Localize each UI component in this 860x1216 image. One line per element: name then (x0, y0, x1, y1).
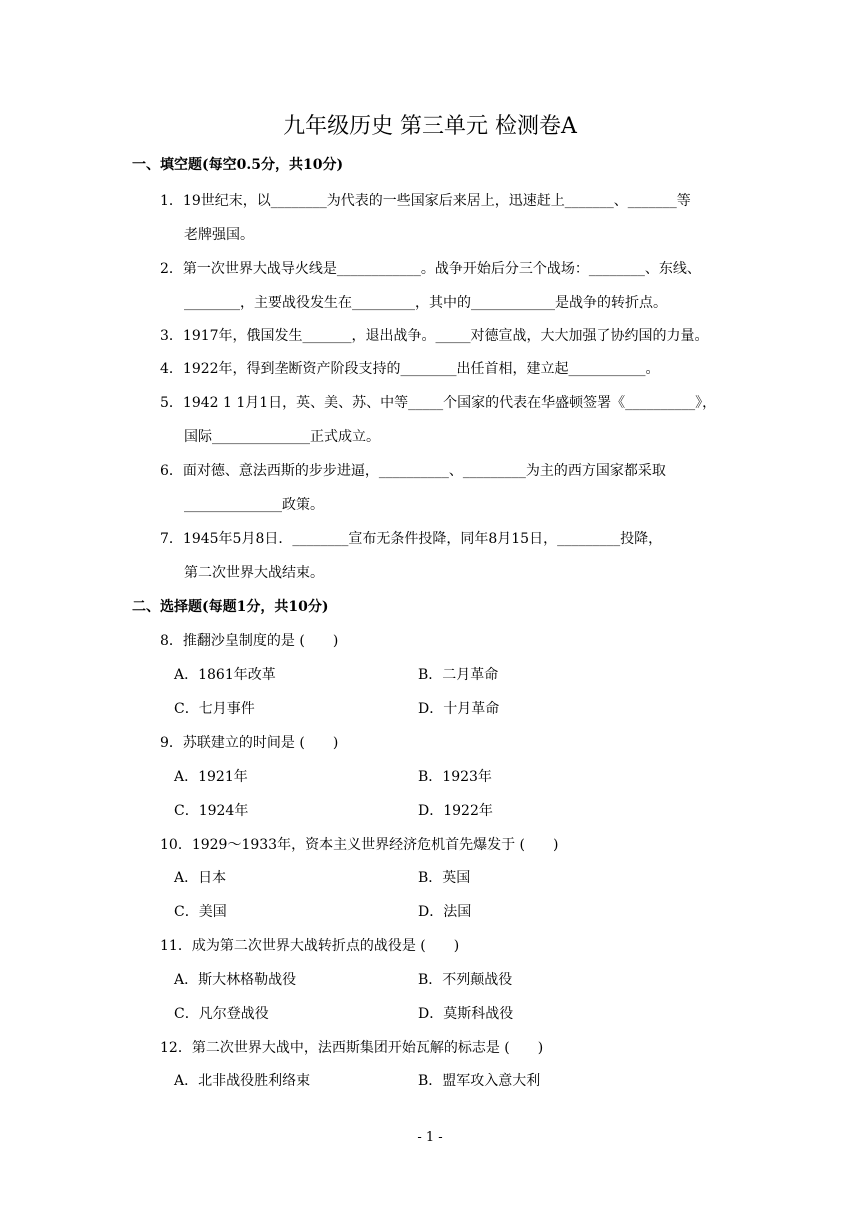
page-number: - 1 - (417, 1130, 443, 1145)
question-1-line-2: 老牌强国。 (184, 227, 254, 243)
question-10-stem: 10．1929～1933年，资本主义世界经济危机首先爆发于 ( ) (160, 837, 559, 853)
question-7-line-1: 7．1945年5月8日．________宣布无条件投降，同年8月15日，_________投降， (160, 531, 663, 547)
question-12-option-a: A．北非战役胜利络束 (174, 1073, 311, 1089)
question-2-line-1: 2．第一次世界大战导火线是____________。战争开始后分三个战场：________、东线、 (160, 261, 701, 277)
question-8-option-b: B．二月革命 (418, 667, 499, 683)
question-10-option-b: B．英国 (418, 870, 471, 886)
question-9-option-d: D．1922年 (418, 803, 493, 819)
question-10-option-d: D．法国 (418, 904, 472, 920)
question-11-option-b: B．不列颠战役 (418, 972, 513, 988)
question-11-option-a: A．斯大林格勒战役 (174, 972, 297, 988)
question-5-line-1: 5．1942 1 1月1日，英、美、苏、中等_____个国家的代表在华盛顿签署《__________》， (160, 395, 717, 411)
question-11-stem: 11．成为第二次世界大战转折点的战役是 ( ) (160, 938, 460, 954)
question-7-line-2: 第二次世界大战结束。 (184, 565, 324, 581)
question-8-option-c: C．七月事件 (174, 701, 255, 717)
section-heading-multiple-choice: 二、选择题(每题1分，共10分) (132, 599, 329, 615)
page-title: 九年级历史 第三单元 检测卷A (283, 114, 577, 139)
question-6-line-1: 6．面对德、意法西斯的步步进逼，__________、_________为主的西方国家都采取 (160, 463, 666, 479)
question-8-stem: 8．推翻沙皇制度的是 ( ) (160, 633, 339, 649)
question-12-stem: 12．第二次世界大战中，法西斯集团开始瓦解的标志是 ( ) (160, 1040, 544, 1056)
question-11-option-c: C．凡尔登战役 (174, 1006, 269, 1022)
question-11-option-d: D．莫斯科战役 (418, 1006, 514, 1022)
question-5-line-2: 国际______________正式成立。 (184, 429, 380, 445)
question-10-option-a: A．日本 (174, 870, 227, 886)
section-heading-fill-in: 一、填空题(每空0.5分，共10分) (132, 157, 344, 173)
question-8-option-d: D．十月革命 (418, 701, 500, 717)
question-8-option-a: A．1861年改革 (174, 667, 276, 683)
question-12-option-b: B．盟军攻入意大利 (418, 1073, 541, 1089)
question-1-line-1: 1．19世纪末，以________为代表的一些国家后来居上，迅速赶上_______、_______等 (160, 193, 691, 209)
question-9-stem: 9．苏联建立的时间是 ( ) (160, 735, 339, 751)
question-3-line: 3．1917年，俄国发生_______，退出战争。_____对德宣战，大大加强了协约国的力量。 (160, 328, 709, 344)
question-9-option-b: B．1923年 (418, 769, 492, 785)
question-9-option-a: A．1921年 (174, 769, 248, 785)
question-10-option-c: C．美国 (174, 904, 227, 920)
question-6-line-2: ______________政策。 (184, 497, 324, 513)
question-9-option-c: C．1924年 (174, 803, 249, 819)
question-4-line: 4．1922年，得到垄断资产阶段支持的________出任首相，建立起___________。 (160, 361, 660, 377)
question-2-line-2: ________，主要战役发生在_________，其中的____________是战争的转折点。 (184, 295, 667, 311)
